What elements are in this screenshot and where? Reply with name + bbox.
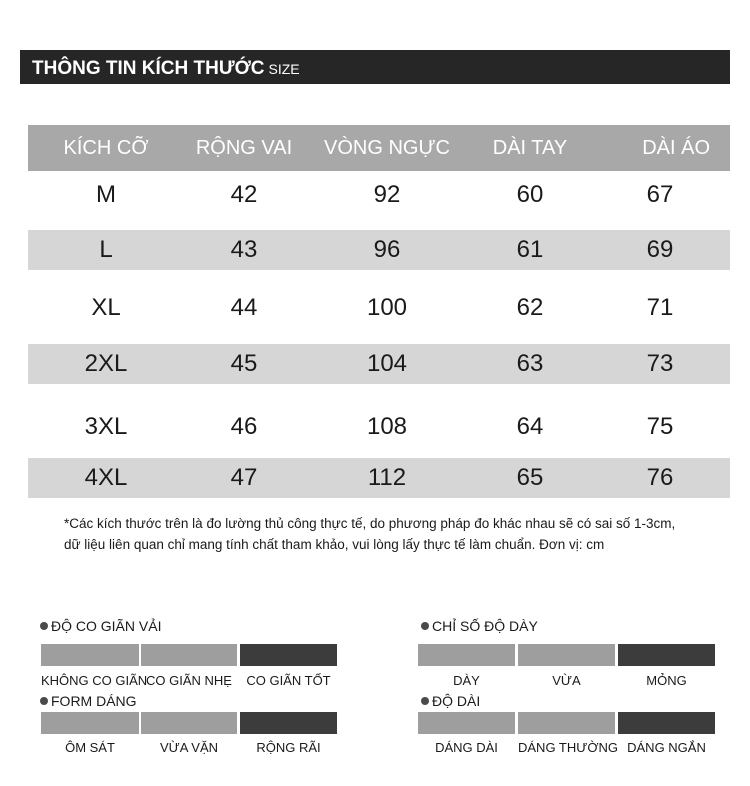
form-bar-regular bbox=[141, 712, 237, 734]
cell-length: 73 bbox=[646, 350, 674, 377]
note-line-1: *Các kích thước trên là đo lường thủ công thực tế, do phương pháp đo khác nhau sẽ có sai số 1-3cm, bbox=[64, 516, 676, 531]
cell-shoulder: 46 bbox=[230, 413, 258, 440]
stretch-label-none: KHÔNG CO GIÃN bbox=[41, 673, 148, 688]
cell-size: 2XL bbox=[84, 350, 128, 377]
bullet-icon bbox=[40, 622, 48, 630]
table-row bbox=[28, 230, 730, 270]
form-bar-loose bbox=[240, 712, 337, 734]
section-title-form bbox=[40, 693, 137, 709]
thickness-title: CHỈ SỐ ĐỘ DÀY bbox=[432, 618, 538, 634]
length-bar-long bbox=[418, 712, 515, 734]
cell-chest: 112 bbox=[367, 464, 407, 491]
stretch-label-good: CO GIÃN TỐT bbox=[246, 673, 331, 688]
form-label-slim: ÔM SÁT bbox=[65, 740, 115, 755]
cell-sleeve: 64 bbox=[516, 413, 544, 440]
bullet-icon bbox=[40, 697, 48, 705]
column-header-shoulder: RỘNG VAI bbox=[195, 137, 293, 159]
cell-shoulder: 44 bbox=[230, 294, 258, 321]
table-row bbox=[28, 288, 730, 328]
table-row bbox=[28, 344, 730, 384]
form-label-loose: RỘNG RÃI bbox=[256, 740, 321, 755]
column-header-size: KÍCH CỠ bbox=[63, 137, 149, 159]
cell-length: 71 bbox=[646, 294, 674, 321]
cell-chest: 92 bbox=[373, 181, 401, 208]
stretch-bar-good bbox=[240, 644, 337, 666]
length-bar-regular bbox=[518, 712, 615, 734]
cell-chest: 104 bbox=[366, 350, 408, 377]
stretch-label-light: CO GIÃN NHẸ bbox=[146, 673, 232, 688]
thickness-label-medium: VỪA bbox=[552, 673, 581, 688]
thickness-bar-thin bbox=[618, 644, 715, 666]
section-title-thickness bbox=[421, 618, 538, 634]
cell-length: 67 bbox=[646, 181, 674, 208]
cell-size: 3XL bbox=[84, 413, 128, 440]
length-label-short: DÁNG NGẮN bbox=[627, 740, 706, 755]
stretch-title: ĐỘ CO GIÃN VẢI bbox=[51, 618, 162, 634]
cell-shoulder: 43 bbox=[230, 236, 258, 263]
cell-chest: 96 bbox=[373, 236, 401, 263]
size-table bbox=[28, 125, 730, 491]
table-header bbox=[28, 125, 730, 171]
cell-sleeve: 65 bbox=[516, 464, 544, 491]
section-title-stretch bbox=[40, 618, 161, 634]
cell-size: XL bbox=[91, 294, 121, 321]
title-subtitle: SIZE bbox=[268, 61, 300, 77]
length-title: ĐỘ DÀI bbox=[432, 693, 481, 709]
form-title: FORM DÁNG bbox=[51, 693, 137, 709]
note-line-2: dữ liệu liên quan chỉ mang tính chất tham khảo, vui lòng lấy thực tế làm chuẩn. Đơn vị: cm bbox=[64, 537, 605, 552]
bullet-icon bbox=[421, 697, 429, 705]
cell-length: 69 bbox=[646, 236, 674, 263]
thickness-label-thick: DÀY bbox=[453, 673, 480, 688]
column-header-chest: VÒNG NGỰC bbox=[324, 137, 450, 159]
stretch-bar-none bbox=[41, 644, 139, 666]
form-bar-slim bbox=[41, 712, 139, 734]
bullet-icon bbox=[421, 622, 429, 630]
cell-sleeve: 62 bbox=[516, 294, 544, 321]
cell-chest: 108 bbox=[366, 413, 408, 440]
thickness-bar-medium bbox=[518, 644, 615, 666]
cell-length: 75 bbox=[646, 413, 674, 440]
cell-size: M bbox=[96, 181, 116, 208]
cell-shoulder: 45 bbox=[230, 350, 258, 377]
length-label-long: DÁNG DÀI bbox=[435, 740, 498, 755]
form-label-regular: VỪA VẶN bbox=[159, 740, 219, 755]
column-header-sleeve: DÀI TAY bbox=[492, 137, 568, 159]
thickness-label-thin: MỎNG bbox=[646, 673, 687, 688]
cell-sleeve: 63 bbox=[516, 350, 544, 377]
title-text: THÔNG TIN KÍCH THƯỚC bbox=[32, 58, 265, 79]
cell-chest: 100 bbox=[366, 294, 408, 321]
cell-size: L bbox=[99, 236, 113, 263]
column-header-length: DÀI ÁO bbox=[642, 137, 710, 159]
stretch-bar-light bbox=[141, 644, 237, 666]
section-title-length bbox=[421, 693, 480, 709]
cell-shoulder: 42 bbox=[230, 181, 258, 208]
table-row bbox=[28, 407, 730, 447]
cell-shoulder: 47 bbox=[230, 464, 258, 491]
length-bar-short bbox=[618, 712, 715, 734]
table-row bbox=[28, 175, 730, 215]
cell-size: 4XL bbox=[84, 464, 128, 491]
measurement-note bbox=[64, 513, 724, 555]
cell-length: 76 bbox=[646, 464, 674, 491]
page-title bbox=[32, 58, 300, 80]
page-header bbox=[20, 50, 730, 84]
cell-sleeve: 61 bbox=[516, 236, 544, 263]
cell-sleeve: 60 bbox=[516, 181, 544, 208]
length-label-regular: DÁNG THƯỜNG bbox=[518, 740, 619, 755]
thickness-bar-thick bbox=[418, 644, 515, 666]
table-row bbox=[28, 458, 730, 498]
